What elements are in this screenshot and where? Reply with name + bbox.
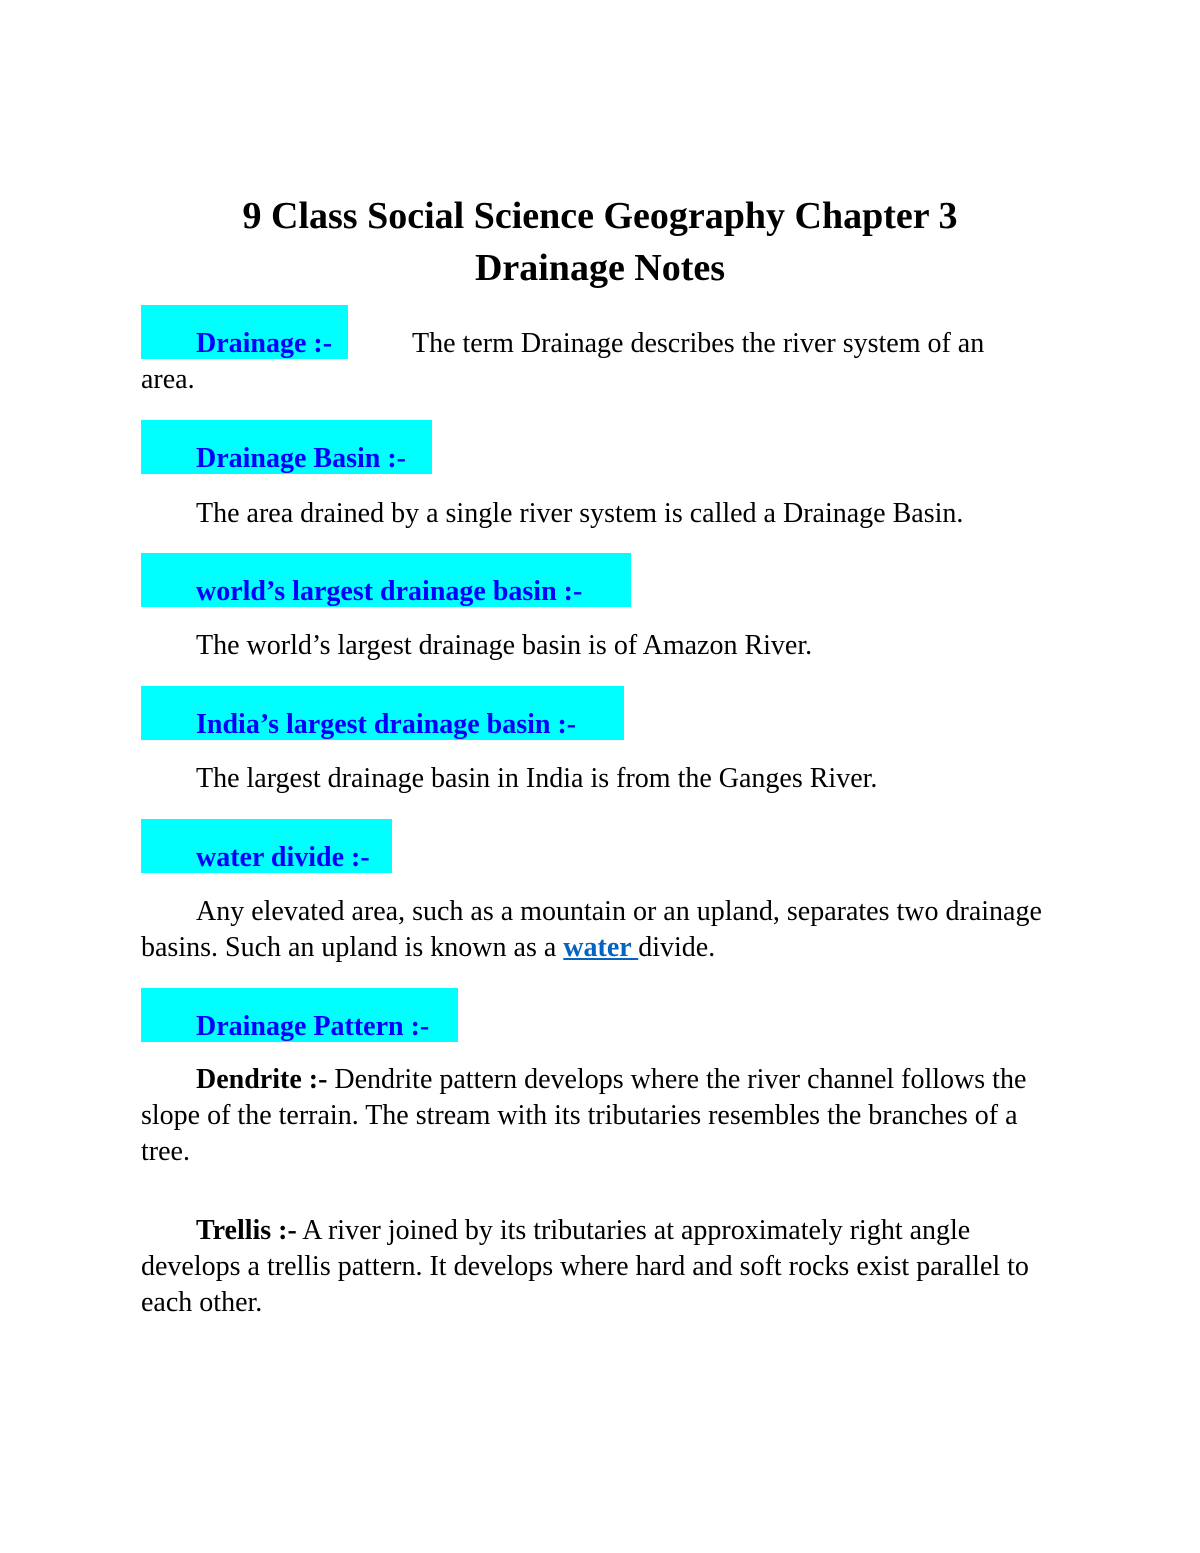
title-line-2: Drainage Notes (474, 247, 726, 289)
term-drainage-pattern: Drainage Pattern :- (196, 1011, 430, 1042)
dendrite-text: Dendrite pattern develops where the river channel follows the slope of the terrain. The stream with its tributaries resembles the branches of a tree. (141, 1064, 1027, 1167)
definition-drainage-line-1: The term Drainage describes the river system of an (412, 328, 985, 359)
page-title (100, 190, 1100, 294)
definition-water-divide (141, 894, 1071, 966)
term-dendrite: Dendrite :- (196, 1064, 328, 1095)
water-divide-text-end: divide. (638, 932, 716, 963)
water-divide-text: Any elevated area, such as a mountain or an upland, separates two drainage basins. Such an upland is known as a (141, 896, 1042, 963)
term-trellis: Trellis :- (196, 1215, 297, 1246)
term-drainage-basin: Drainage Basin :- (196, 443, 406, 474)
paragraph-trellis (141, 1213, 1071, 1321)
definition-drainage-basin: The area drained by a single river system is called a Drainage Basin. (196, 498, 964, 529)
definition-world-largest-basin: The world’s largest drainage basin is of Amazon River. (196, 630, 813, 661)
water-link[interactable]: water (563, 932, 639, 963)
term-world-largest-basin: world’s largest drainage basin :- (196, 576, 583, 607)
term-drainage: Drainage :- (196, 328, 333, 359)
term-india-largest-basin: India’s largest drainage basin :- (196, 709, 577, 740)
trellis-text: A river joined by its tributaries at approximately right angle develops a trellis pattern. It develops where hard and soft rocks exist parallel to each other. (141, 1215, 1029, 1318)
term-water-divide: water divide :- (196, 842, 370, 873)
paragraph-dendrite (141, 1062, 1071, 1170)
definition-drainage-line-2: area. (141, 364, 195, 395)
title-line-1: 9 Class Social Science Geography Chapter 3 (242, 195, 958, 237)
definition-india-largest-basin: The largest drainage basin in India is from the Ganges River. (196, 763, 878, 794)
